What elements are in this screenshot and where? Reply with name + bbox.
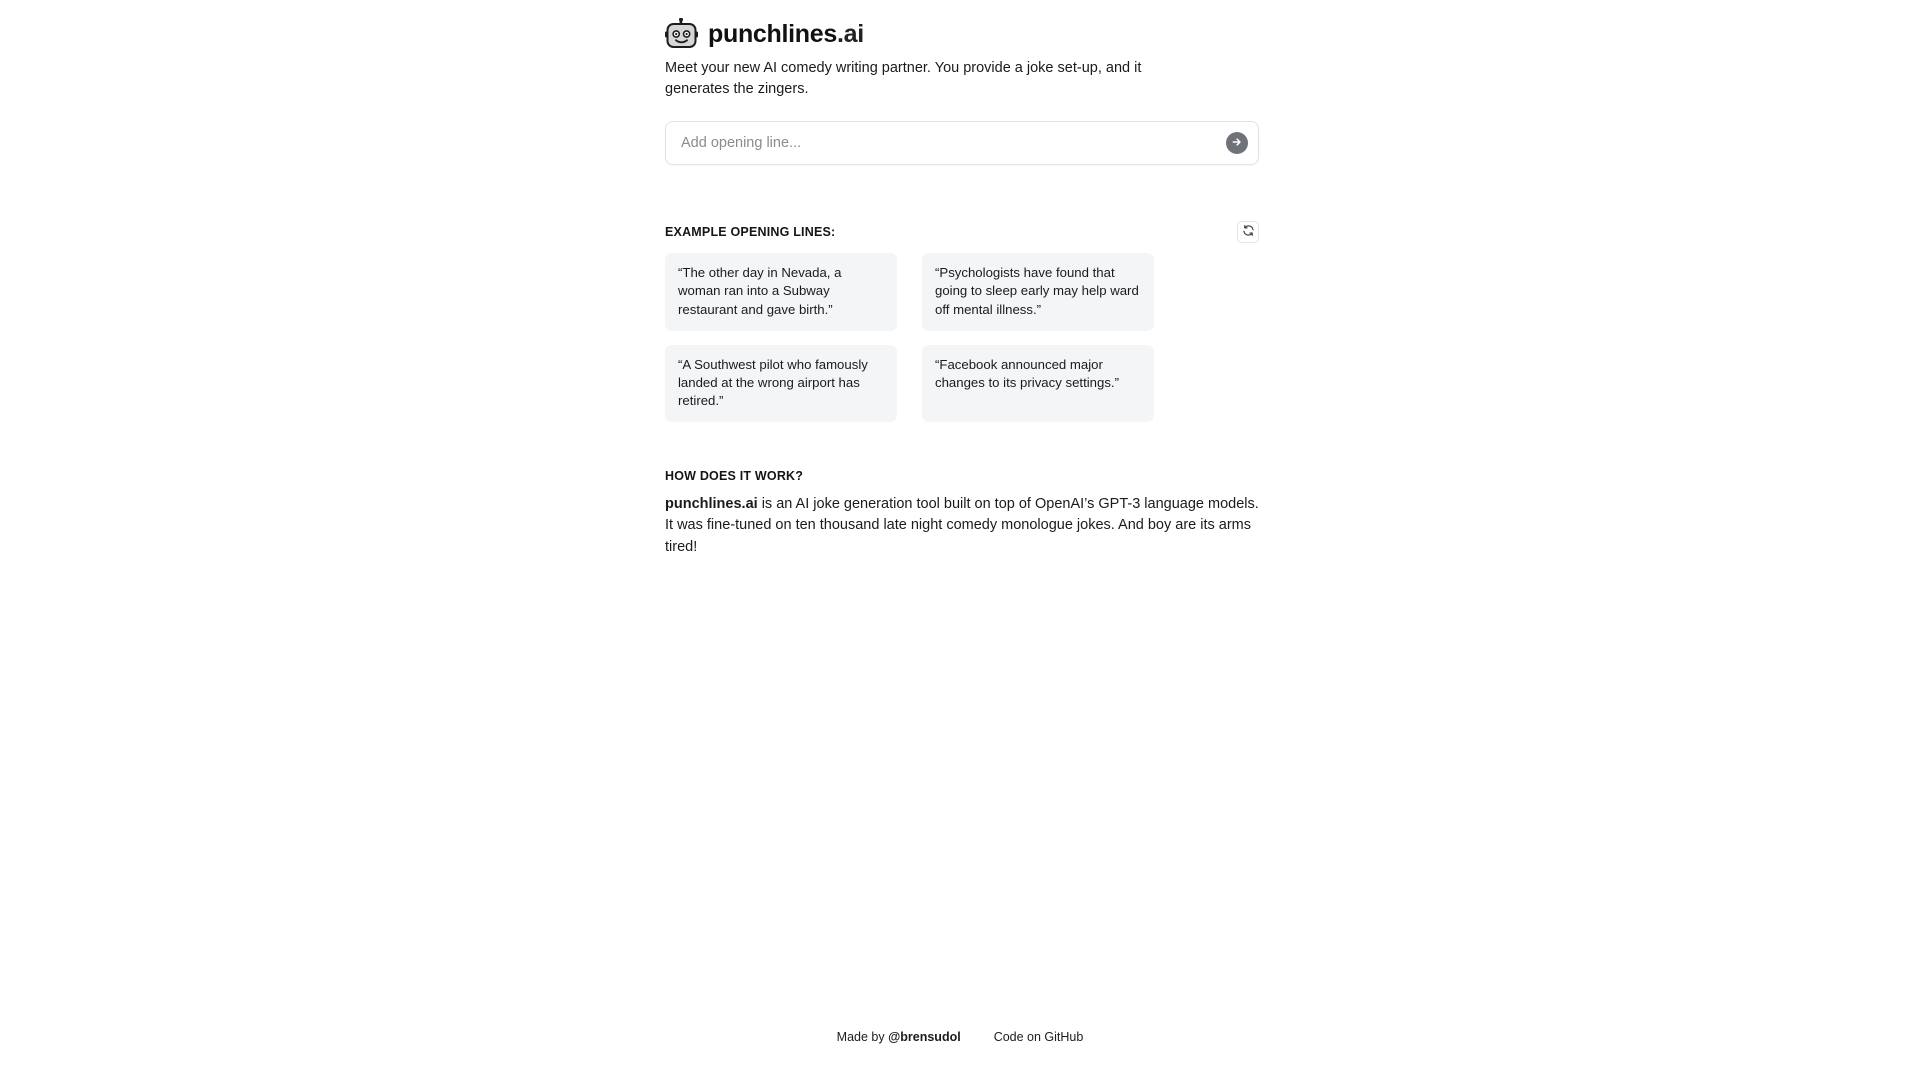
made-by-handle[interactable]: @brensudol — [888, 1030, 961, 1044]
brand-suffix: .ai — [836, 19, 864, 48]
example-card[interactable]: “A Southwest pilot who famously landed at the wrong airport has retired.” — [665, 345, 897, 423]
refresh-icon — [1242, 224, 1255, 240]
example-card[interactable]: “The other day in Nevada, a woman ran into a Subway restaurant and gave birth.” — [665, 253, 897, 331]
robot-icon — [665, 18, 698, 51]
opening-line-input[interactable] — [665, 121, 1259, 165]
how-it-works-heading: HOW DOES IT WORK? — [665, 469, 804, 484]
brand-header — [665, 0, 1259, 46]
how-it-works-text: is an AI joke generation tool built on top of OpenAI’s GPT-3 language models. It was fine-tuned on ten thousand late night comedy monologue jokes. And boy are its arms tired! — [665, 496, 1259, 555]
submit-button[interactable] — [1226, 132, 1248, 154]
example-card[interactable]: “Facebook announced major changes to its privacy settings.” — [922, 345, 1154, 423]
tagline: Meet your new AI comedy writing partner. You provide a joke set-up, and it generates the zingers. — [665, 60, 1142, 97]
example-card[interactable]: “Psychologists have found that going to sleep early may help ward off mental illness.” — [922, 253, 1154, 331]
page-title — [708, 19, 864, 48]
made-by-prefix: Made by — [836, 1030, 889, 1044]
brand-name: punchlines — [708, 19, 837, 48]
opening-line-form — [665, 121, 1259, 165]
refresh-examples-button[interactable] — [1237, 221, 1259, 243]
examples-header — [665, 221, 1259, 243]
arrow-right-icon — [1231, 136, 1243, 151]
how-it-works-brand: punchlines.ai — [665, 496, 758, 513]
examples-grid — [665, 253, 1259, 422]
main-content — [665, 0, 1259, 558]
made-by — [837, 1030, 961, 1044]
examples-label: EXAMPLE OPENING LINES: — [665, 225, 836, 240]
github-link[interactable]: Code on GitHub — [993, 1030, 1084, 1044]
how-it-works-body — [665, 494, 1259, 557]
footer — [0, 1030, 1920, 1044]
